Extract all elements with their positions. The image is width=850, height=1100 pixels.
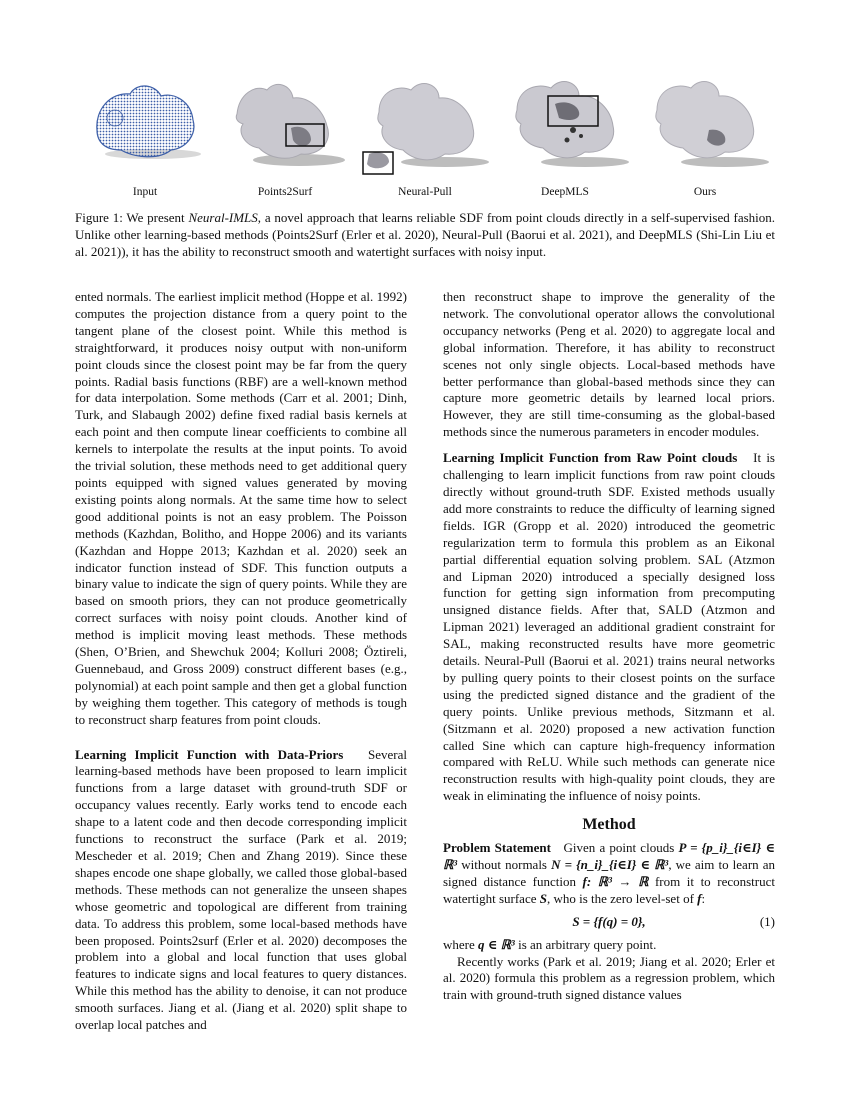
figure-panel-neural-pull [355, 70, 495, 210]
equation-number: (1) [759, 913, 775, 929]
ps-math-S: S [539, 890, 547, 906]
where-sentence [443, 937, 775, 954]
heading-problem-statement: Problem Statement [443, 840, 551, 856]
right-paragraph-1: then reconstruct shape to improve the generality of the network. The convolutional operator allows the convolutional occupancy networks (Peng et al. 2020) to aggregate local and global information. Therefore, it has ability to reconstruct scenes not only single objects. Local-based methods have better performance than global-based methods since they can capture more geometric details by learned local priors. However, they are still time-consuming as the global-based methods since the numerous parameters in encoder modules. [443, 289, 775, 440]
equation-body: S = {f(q) = 0}, [572, 913, 646, 929]
ps-math-f: f: ℝ³ → ℝ [582, 873, 649, 889]
figure-1 [75, 70, 775, 210]
figure-panel-points2surf [215, 70, 355, 210]
where-prefix: where [443, 936, 475, 952]
point-cloud-image [75, 70, 215, 190]
section-title-method: Method [582, 816, 636, 834]
figure-panel-input [75, 70, 215, 210]
where-suffix: is an arbitrary query point. [518, 936, 657, 952]
panel-label-ours: Ours [693, 186, 717, 198]
left-column [75, 289, 407, 1034]
panel-label-input: Input [132, 186, 158, 198]
deepmls-render [495, 70, 635, 190]
ps-text-4: from it to reconstruct watertight surface [443, 873, 775, 906]
caption-suffix: , a novel approach that learns reliable SDF from point clouds directly in a self-supervised fashion. Unlike other learning-based methods (Points2Surf (Erler et al. 2020), Neural-Pull (Baorui et al. 2021), and DeepMLS (Shi-Lin Liu et al. 2021)), it has the ability to reconstruct smooth and watertight surfaces with noisy input. [75, 210, 776, 259]
right-paragraph-2 [443, 450, 775, 805]
ps-math-N: N = {n_i}_{i∈I} ∈ ℝ³ [551, 857, 669, 872]
heading-raw-point-clouds: Learning Implicit Function from Raw Point clouds [443, 450, 738, 466]
ps-text-5: , who is the zero level-set of [546, 890, 694, 906]
where-math-q: q ∈ ℝ³ [478, 936, 515, 952]
ps-text-1: Given a point clouds [563, 840, 675, 856]
left-paragraph-1: ented normals. The earliest implicit method (Hoppe et al. 1992) computes the projection distance from a query point to the tangent plane of the closest point. While this method is straightforward, it produces noisy output with non-uniform point clouds since the closest point may be far from the query points. Radial basis functions (RBF) are a well-known method for data interpolation. Some methods (Carr et al. 2001; Dinh, Turk, and Slabaugh 2002) define fixed radial basis kernels at each point and then compute linear coefficients to combine all kernels to interpolate the results at the input points. To avoid the trivial solution, these methods need to get additional query points equipped with signed values generated by moving existing points along normals. At the same time how to select good additional points is not an easy problem. The Poisson methods (Kazhdan, Bolitho, and Hoppe 2006) and its variants (Kazhdan and Hoppe 2013; Kazhdan et al. 2020) seek an indicator function instead of SDF. This function outputs a binary value to indicate the sign of query points. While they are based on smooth priors, they can not produce geometrically correct surfaces with noisy point clouds. Another kind of method is implicit moving least methods. These methods (Shen, O’Brien, and Shewchuk 2004; Kolluri 2008; Öztireli, Guennebaud, and Gross 2009) construct different bases (e.g., polynomial) at each point sample and then get a global function by weighing them together. This category of methods is tough to reconstruct sharp features from point clouds. [75, 289, 407, 727]
figure-panel-ours [635, 70, 775, 210]
left-paragraph-2 [75, 747, 407, 1034]
problem-statement-paragraph: Problem Statement Given a point clouds P = {p_i}_{i∈I} ∈ ℝ³ without normals N = {n_i}_{i∈I} ∈ ℝ³, we aim to learn an signed distance function f: ℝ³ → ℝ from it to reconstruct watertight surface S, who is the zero level-set of f: [443, 840, 776, 906]
points2surf-render [215, 70, 355, 190]
data-priors-text: Several learning-based methods have been proposed to learn implicit functions from a large dataset with ground-truth SDF or occupancy values recently. Early works tend to encode each shape to a latent code and then decode corresponding implicit functions to reconstruct the surface (Park et al. 2019; Mescheder et al. 2019; Chen and Zhang 2019). Since these shapes encode one shape globally, we called those global-based methods. These methods can not generalize the unseen shapes whose geometric and topological are different from training data. To address this problem, some local-based methods have been proposed. Points2surf (Erler et al. 2020) decomposes the problem into a global and local function that uses global features to indicate signs and local features to query distances. While this method has the ability to denoise, it can not produce smooth surfaces. Jiang et al. (Jiang et al. 2020) split shape to overlap local patches and [75, 746, 408, 1033]
panel-label-points2surf: Points2Surf [257, 186, 313, 198]
right-column [443, 289, 775, 1004]
ps-text-3: , we aim to learn an signed distance function [443, 857, 776, 889]
heading-data-priors: Learning Implicit Function with Data-Priors [75, 746, 344, 762]
raw-point-clouds-text: It is challenging to learn implicit functions from raw point clouds directly without ground-truth SDF. Existed methods usually add more constraints to reduce the difficulty of learning signed fields. IGR (Gropp et al. 2020) introduced the geometric regularization term to formula this problem as an Eikonal partial differential equation solving problem. SAL (Atzmon and Lipman 2020) introduced a specially designed loss function for getting sign information from precomputing unsigned distance fields. After that, SALD (Atzmon and Lipman 2021) leveraged an additional gradient constraint for SAL, making reconstructed results have more geometric details. Neural-Pull (Baorui et al. 2021) trains neural networks by pulling query points to their closest points on the surface using the predicted signed distance and the gradient of the query points. Unlike previous methods, Sitzmann et al. (Sitzmann et al. 2020) proposed a new activation function called Sine which can capture high-frequency information compared with ReLU. While such methods can generate nice reconstruction results with high-quality point clouds, they are weak in eliminating the influence of noisy points. [443, 450, 775, 804]
figure-panel-deepmls [495, 70, 635, 210]
ps-text-2: without normals [461, 857, 547, 872]
figure-caption [75, 209, 775, 260]
ours-render [635, 70, 775, 190]
neural-pull-render [355, 70, 495, 190]
panel-label-neural-pull: Neural-Pull [398, 186, 452, 198]
right-paragraph-last: Recently works (Park et al. 2019; Jiang et al. 2020; Erler et al. 2020) formula this problem as a regression problem, which train with ground-truth signed distance values [443, 953, 775, 1003]
equation-1 [443, 914, 775, 931]
caption-method-name: Neural-IMLS [188, 210, 258, 225]
ps-math-P: P = {p_i}_{i∈I} ∈ ℝ³ [443, 840, 775, 872]
ps-math-f2: f [697, 890, 702, 906]
caption-prefix: Figure 1: We present [75, 210, 189, 225]
panel-label-deepmls: DeepMLS [541, 186, 589, 198]
